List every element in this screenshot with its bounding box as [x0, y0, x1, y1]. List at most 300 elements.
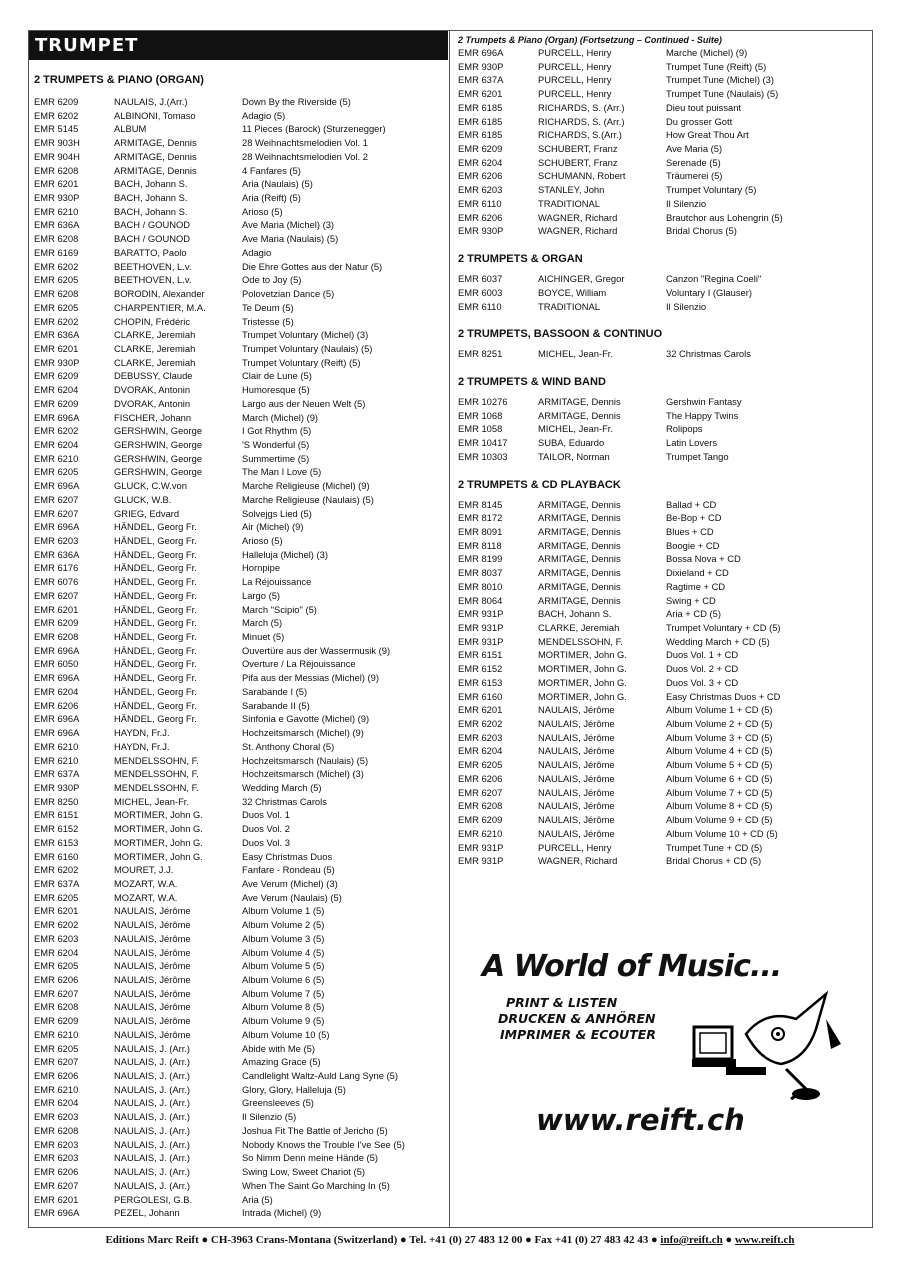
catalog-number: EMR 8064	[458, 594, 503, 606]
title: Ave Maria (5)	[666, 143, 723, 155]
catalog-number: EMR 6208	[458, 800, 503, 812]
catalog-row	[458, 758, 868, 772]
catalog-row	[34, 575, 446, 589]
catalog-row	[34, 534, 446, 548]
catalog-number: EMR 6206	[34, 1166, 79, 1178]
title: Down By the Riverside (5)	[242, 96, 351, 107]
title: Trumpet Tune (Reift) (5)	[666, 60, 767, 72]
catalog-number: EMR 6205	[34, 891, 79, 903]
catalog-number: EMR 6207	[34, 507, 79, 519]
title: Latin Lovers	[666, 437, 718, 449]
composer: BACH, Johann S.	[114, 192, 188, 204]
catalog-row	[458, 286, 868, 300]
title: Intrada (Michel) (9)	[242, 1207, 322, 1219]
catalog-row	[458, 224, 868, 238]
composer: MORTIMER, John G.	[114, 809, 203, 821]
title: Swing Low, Sweet Chariot (5)	[242, 1166, 365, 1178]
composer: RICHARDS, S. (Arr.)	[538, 115, 625, 127]
composer: HÄNDEL, Georg Fr.	[114, 644, 197, 656]
title: Album Volume 1 (5)	[242, 905, 325, 917]
catalog-number: EMR 8145	[458, 498, 503, 510]
catalog-row	[458, 73, 868, 87]
catalog-number: EMR 930P	[458, 225, 504, 237]
title: Amazing Grace (5)	[242, 1056, 321, 1068]
catalog-row	[458, 539, 868, 553]
catalog-row	[458, 197, 868, 211]
catalog-row	[458, 827, 868, 841]
catalog-row	[34, 1151, 446, 1165]
catalog-row	[458, 662, 868, 676]
composer: SCHUBERT, Franz	[538, 143, 618, 155]
composer: NAULAIS, Jérôme	[114, 1001, 191, 1013]
computer-cartoon-icon	[686, 989, 846, 1104]
title: 'S Wonderful (5)	[242, 438, 310, 450]
catalog-row	[458, 450, 868, 464]
catalog-row	[34, 740, 446, 754]
title: The Man I Love (5)	[242, 466, 322, 478]
composer: NAULAIS, Jérôme	[114, 946, 191, 958]
catalog-row	[34, 1014, 446, 1028]
catalog-row	[458, 594, 868, 608]
title: Be-Bop + CD	[666, 512, 722, 524]
catalog-row	[34, 218, 446, 232]
composer: BARATTO, Paolo	[114, 246, 187, 258]
catalog-number: EMR 6208	[34, 233, 79, 245]
composer: NAULAIS, J. (Arr.)	[114, 1097, 191, 1109]
catalog-row	[34, 685, 446, 699]
catalog-row	[34, 122, 446, 136]
title: Adagio	[242, 246, 272, 258]
catalog-row	[34, 465, 446, 479]
catalog-row	[34, 616, 446, 630]
title: Tristesse (5)	[242, 315, 294, 327]
catalog-row	[458, 87, 868, 101]
title: How Great Thou Art	[666, 129, 749, 141]
title: Abide with Me (5)	[242, 1042, 315, 1054]
catalog-row	[34, 136, 446, 150]
catalog-number: EMR 6203	[458, 731, 503, 743]
composer: NAULAIS, Jérôme	[114, 932, 191, 944]
title: Boogie + CD	[666, 539, 720, 551]
catalog-number: EMR 6003	[458, 286, 503, 298]
composer: SCHUMANN, Robert	[538, 170, 626, 182]
title: When The Saint Go Marching In (5)	[242, 1179, 390, 1191]
right-catalog-list	[458, 46, 868, 868]
catalog-row	[458, 409, 868, 423]
catalog-row	[34, 397, 446, 411]
title: Hochzeitsmarsch (Michel) (3)	[242, 768, 364, 780]
title: Overture / La Réjouissance	[242, 658, 356, 670]
catalog-row	[34, 877, 446, 891]
catalog-row	[34, 1055, 446, 1069]
title: Trumpet Voluntary (Michel) (3)	[242, 329, 369, 341]
catalog-number: EMR 6208	[34, 1001, 79, 1013]
footer-web-link[interactable]: www.reift.ch	[734, 1234, 795, 1246]
title: Album Volume 1 + CD (5)	[666, 704, 773, 716]
catalog-row	[458, 731, 868, 745]
title: Album Volume 5 + CD (5)	[666, 759, 773, 771]
title: Minuet (5)	[242, 631, 285, 643]
catalog-number: EMR 6203	[34, 1138, 79, 1150]
title: Joshua Fit The Battle of Jericho (5)	[242, 1124, 388, 1136]
composer: NAULAIS, Jérôme	[114, 1028, 191, 1040]
catalog-row	[458, 211, 868, 225]
composer: NAULAIS, Jérôme	[114, 919, 191, 931]
catalog-number: EMR 930P	[34, 192, 80, 204]
catalog-row	[34, 273, 446, 287]
catalog-number: EMR 6037	[458, 273, 503, 285]
catalog-row	[34, 863, 446, 877]
catalog-row	[34, 767, 446, 781]
composer: HAYDN, Fr.J.	[114, 727, 170, 739]
catalog-row	[458, 799, 868, 813]
title: Nobody Knows the Trouble I've See (5)	[242, 1138, 405, 1150]
catalog-number: EMR 6176	[34, 562, 79, 574]
title: Trumpet Voluntary (Reift) (5)	[242, 356, 361, 368]
catalog-row	[458, 703, 868, 717]
catalog-row	[34, 342, 446, 356]
composer: ARMITAGE, Dennis	[538, 409, 621, 421]
catalog-number: EMR 6201	[34, 178, 79, 190]
composer: BEETHOVEN, L.v.	[114, 260, 192, 272]
composer: BORODIN, Alexander	[114, 288, 205, 300]
catalog-row	[34, 754, 446, 768]
composer: NAULAIS, J. (Arr.)	[114, 1166, 191, 1178]
title: 11 Pieces (Barock) (Sturzenegger)	[242, 123, 386, 135]
title: Duos Vol. 1	[242, 809, 290, 821]
catalog-row	[34, 493, 446, 507]
catalog-row	[458, 813, 868, 827]
title: Album Volume 10 (5)	[242, 1028, 330, 1040]
title: Solvejgs Lied (5)	[242, 507, 312, 519]
catalog-number: EMR 6206	[34, 974, 79, 985]
composer: MOZART, W.A.	[114, 891, 178, 903]
catalog-row	[34, 315, 446, 329]
catalog-row	[34, 1138, 446, 1152]
composer: NAULAIS, Jérôme	[538, 731, 615, 743]
title: Ave Maria (Michel) (3)	[242, 219, 335, 231]
catalog-row	[34, 1165, 446, 1179]
composer: NAULAIS, Jérôme	[114, 974, 191, 985]
composer: ARMITAGE, Dennis	[538, 567, 621, 579]
catalog-number: EMR 636A	[34, 219, 80, 231]
catalog-row	[34, 1000, 446, 1014]
catalog-number: EMR 6210	[34, 205, 79, 217]
catalog-row	[34, 479, 446, 493]
catalog-number: EMR 6209	[34, 370, 79, 382]
title: I Got Rhythm (5)	[242, 425, 312, 437]
catalog-row	[34, 1028, 446, 1042]
title: Halleluja (Michel) (3)	[242, 548, 328, 560]
catalog-row	[34, 589, 446, 603]
catalog-number: EMR 696A	[458, 47, 504, 58]
catalog-number: EMR 696A	[34, 672, 80, 684]
composer: NAULAIS, Jérôme	[538, 718, 615, 730]
catalog-number: EMR 6205	[34, 466, 79, 478]
composer: GLUCK, C.W.von	[114, 480, 187, 492]
title: Sarabande I (5)	[242, 685, 308, 697]
footer-email-link[interactable]: info@reift.ch	[660, 1234, 723, 1246]
title: Trumpet Voluntary (5)	[666, 184, 757, 196]
catalog-number: EMR 636A	[34, 329, 80, 341]
catalog-number: EMR 10417	[458, 437, 508, 449]
catalog-number: EMR 6153	[458, 676, 503, 688]
composer: NAULAIS, Jérôme	[538, 800, 615, 812]
catalog-number: EMR 8037	[458, 567, 503, 579]
catalog-row	[34, 438, 446, 452]
composer: RICHARDS, S.(Arr.)	[538, 129, 622, 141]
catalog-number: EMR 6202	[458, 718, 503, 730]
title: Hochzeitsmarsch (Michel) (9)	[242, 727, 364, 739]
catalog-row	[458, 841, 868, 855]
composer: BACH / GOUNOD	[114, 219, 191, 231]
catalog-number: EMR 1068	[458, 409, 503, 421]
title: La Réjouissance	[242, 576, 312, 588]
title: Hochzeitsmarsch (Naulais) (5)	[242, 754, 369, 766]
catalog-number: EMR 6202	[34, 864, 79, 876]
catalog-number: EMR 637A	[458, 74, 504, 86]
catalog-number: EMR 1058	[458, 423, 503, 435]
composer: ARMITAGE, Dennis	[114, 150, 197, 162]
title: Duos Vol. 3 + CD	[666, 676, 739, 688]
catalog-row	[458, 676, 868, 690]
composer: NAULAIS, Jérôme	[538, 814, 615, 826]
catalog-row	[34, 959, 446, 973]
catalog-row	[458, 607, 868, 621]
composer: NAULAIS, Jérôme	[538, 745, 615, 757]
composer: MORTIMER, John G.	[538, 649, 627, 661]
title: Serenade (5)	[666, 156, 721, 168]
catalog-row	[34, 1179, 446, 1193]
catalog-row	[34, 1110, 446, 1124]
title: Clair de Lune (5)	[242, 370, 312, 382]
catalog-row	[458, 422, 868, 436]
composer: HÄNDEL, Georg Fr.	[114, 562, 197, 574]
catalog-row	[34, 95, 446, 109]
catalog-row	[34, 1096, 446, 1110]
title: Album Volume 10 + CD (5)	[666, 827, 778, 839]
catalog-row	[458, 552, 868, 566]
catalog-number: EMR 904H	[34, 150, 80, 162]
catalog-row	[34, 191, 446, 205]
title: Largo (5)	[242, 589, 281, 601]
title: Album Volume 5 (5)	[242, 960, 325, 972]
catalog-row	[34, 712, 446, 726]
composer: CLARKE, Jeremiah	[114, 329, 196, 341]
ad-line-drucken: DRUCKEN & ANHÖREN	[498, 1011, 656, 1026]
composer: NAULAIS, J. (Arr.)	[114, 1056, 191, 1068]
advertisement	[476, 945, 856, 1145]
composer: MENDELSSOHN, F.	[114, 768, 199, 780]
composer: BACH, Johann S.	[114, 205, 188, 217]
title: Il Silenzio	[666, 300, 707, 312]
catalog-number: EMR 636A	[34, 548, 80, 560]
ad-url: www.reift.ch	[536, 1103, 745, 1137]
catalog-row	[34, 918, 446, 932]
catalog-row	[458, 498, 868, 512]
column-divider	[449, 31, 450, 1227]
catalog-number: EMR 6205	[34, 274, 79, 286]
catalog-number: EMR 6205	[34, 301, 79, 313]
catalog-row	[34, 520, 446, 534]
catalog-number: EMR 6209	[458, 143, 503, 155]
catalog-row	[458, 566, 868, 580]
title: Easy Christmas Duos + CD	[666, 690, 781, 702]
composer: NAULAIS, Jérôme	[538, 827, 615, 839]
title: Marche Religieuse (Naulais) (5)	[242, 493, 374, 505]
composer: BEETHOVEN, L.v.	[114, 274, 192, 286]
catalog-row	[34, 850, 446, 864]
catalog-number: EMR 6209	[458, 814, 503, 826]
title: Sinfonia e Gavotte (Michel) (9)	[242, 713, 370, 725]
catalog-row	[34, 836, 446, 850]
catalog-number: EMR 6205	[34, 960, 79, 972]
title: Te Deum (5)	[242, 301, 294, 313]
title: Wedding March (5)	[242, 781, 322, 793]
composer: HAYDN, Fr.J.	[114, 740, 170, 752]
composer: ARMITAGE, Dennis	[538, 580, 621, 592]
title: Album Volume 2 + CD (5)	[666, 718, 773, 730]
catalog-row	[34, 1069, 446, 1083]
title: Il Silenzio (5)	[242, 1111, 297, 1123]
catalog-number: EMR 6210	[34, 1028, 79, 1040]
catalog-number: EMR 6209	[34, 617, 79, 629]
composer: HÄNDEL, Georg Fr.	[114, 589, 197, 601]
footer	[0, 1234, 900, 1246]
catalog-row	[34, 328, 446, 342]
catalog-number: EMR 6151	[458, 649, 503, 661]
composer: MENDELSSOHN, F.	[114, 754, 199, 766]
title: Album Volume 8 (5)	[242, 1001, 325, 1013]
title: Largo aus der Neuen Welt (5)	[242, 397, 366, 409]
composer: HÄNDEL, Georg Fr.	[114, 617, 197, 629]
composer: PEZEL, Johann	[114, 1207, 180, 1219]
composer: NAULAIS, J. (Arr.)	[114, 1111, 191, 1123]
catalog-number: EMR 6185	[458, 101, 503, 113]
title: Duos Vol. 1 + CD	[666, 649, 739, 661]
title: Polovetzian Dance (5)	[242, 288, 335, 300]
catalog-row	[34, 1083, 446, 1097]
composer: HÄNDEL, Georg Fr.	[114, 521, 197, 533]
composer: MICHEL, Jean-Fr.	[114, 795, 190, 807]
catalog-number: EMR 6207	[34, 1056, 79, 1068]
composer: CLARKE, Jeremiah	[114, 342, 196, 354]
catalog-row	[458, 101, 868, 115]
catalog-number: EMR 6209	[34, 397, 79, 409]
catalog-row	[458, 156, 868, 170]
catalog-row	[458, 169, 868, 183]
catalog-row	[34, 260, 446, 274]
catalog-number: EMR 6201	[458, 704, 503, 716]
catalog-number: EMR 6206	[458, 170, 503, 182]
catalog-number: EMR 930P	[34, 781, 80, 793]
title: Greensleeves (5)	[242, 1097, 314, 1109]
composer: HÄNDEL, Georg Fr.	[114, 685, 197, 697]
catalog-row	[34, 987, 446, 1001]
composer: NAULAIS, J. (Arr.)	[114, 1070, 191, 1082]
title: Adagio (5)	[242, 109, 286, 121]
title: Arioso (5)	[242, 535, 283, 546]
catalog-number: EMR 6204	[34, 685, 79, 697]
catalog-number: EMR 6205	[458, 759, 503, 771]
title: Album Volume 3 + CD (5)	[666, 731, 773, 743]
catalog-row	[34, 1193, 446, 1207]
ad-line-print: PRINT & LISTEN	[506, 995, 618, 1010]
catalog-row	[34, 383, 446, 397]
composer: ARMITAGE, Dennis	[114, 137, 197, 149]
composer: BACH, Johann S.	[114, 178, 188, 190]
composer: ARMITAGE, Dennis	[538, 512, 621, 524]
catalog-row	[34, 232, 446, 246]
title: Dixieland + CD	[666, 567, 729, 579]
title: Swing + CD	[666, 594, 716, 606]
catalog-number: EMR 931P	[458, 635, 504, 647]
title: Arioso (5)	[242, 205, 283, 217]
composer: FISCHER, Johann	[114, 411, 192, 423]
title: Die Ehre Gottes aus der Natur (5)	[242, 260, 383, 272]
section-heading-piano-organ: 2 TRUMPETS & PIANO (ORGAN)	[34, 74, 204, 86]
catalog-row	[34, 369, 446, 383]
catalog-number: EMR 6185	[458, 115, 503, 127]
catalog-number: EMR 8118	[458, 539, 502, 551]
catalog-row	[458, 744, 868, 758]
title: Candlelight Waltz-Auld Lang Syne (5)	[242, 1070, 398, 1082]
catalog-row	[34, 795, 446, 809]
composer: GERSHWIN, George	[114, 425, 203, 437]
catalog-row	[34, 287, 446, 301]
composer: NAULAIS, Jérôme	[538, 759, 615, 771]
composer: DEBUSSY, Claude	[114, 370, 193, 382]
catalog-number: EMR 6203	[34, 1152, 79, 1164]
title: Marche Religieuse (Michel) (9)	[242, 480, 370, 492]
catalog-row	[458, 648, 868, 662]
catalog-number: EMR 6208	[34, 631, 79, 643]
title: 4 Fanfares (5)	[242, 164, 301, 176]
catalog-number: EMR 8010	[458, 580, 503, 592]
composer: HÄNDEL, Georg Fr.	[114, 631, 197, 643]
composer: NAULAIS, Jérôme	[114, 987, 191, 999]
composer: BACH / GOUNOD	[114, 233, 191, 245]
title: Aria (Naulais) (5)	[242, 178, 313, 190]
composer: MOZART, W.A.	[114, 877, 178, 889]
catalog-number: EMR 6208	[34, 288, 79, 300]
catalog-number: EMR 6204	[34, 384, 79, 396]
title: Album Volume 4 + CD (5)	[666, 745, 773, 757]
title: Ave Verum (Naulais) (5)	[242, 891, 342, 903]
catalog-number: EMR 6203	[34, 1111, 79, 1123]
catalog-row	[458, 635, 868, 649]
title: Aria + CD (5)	[666, 608, 721, 620]
title: Blues + CD	[666, 525, 714, 537]
catalog-row	[458, 300, 868, 314]
composer: HÄNDEL, Georg Fr.	[114, 713, 197, 725]
composer: MENDELSSOHN, F.	[538, 635, 623, 647]
title: Ave Maria (Naulais) (5)	[242, 233, 339, 245]
catalog-number: EMR 6202	[34, 315, 79, 327]
catalog-number: EMR 696A	[34, 713, 80, 725]
section-heading: 2 TRUMPETS & CD PLAYBACK	[458, 478, 621, 491]
catalog-number: EMR 696A	[34, 644, 80, 656]
continued-heading: 2 Trumpets & Piano (Organ) (Fortsetzung – Continued - Suite)	[458, 35, 722, 45]
title: Sarabande II (5)	[242, 699, 310, 711]
title: Album Volume 6 + CD (5)	[666, 772, 773, 784]
catalog-row	[34, 452, 446, 466]
catalog-number: EMR 6207	[34, 493, 79, 505]
composer: MORTIMER, John G.	[538, 676, 627, 688]
catalog-number: EMR 6204	[34, 946, 79, 958]
catalog-row	[458, 115, 868, 129]
composer: MORTIMER, John G.	[114, 823, 203, 835]
